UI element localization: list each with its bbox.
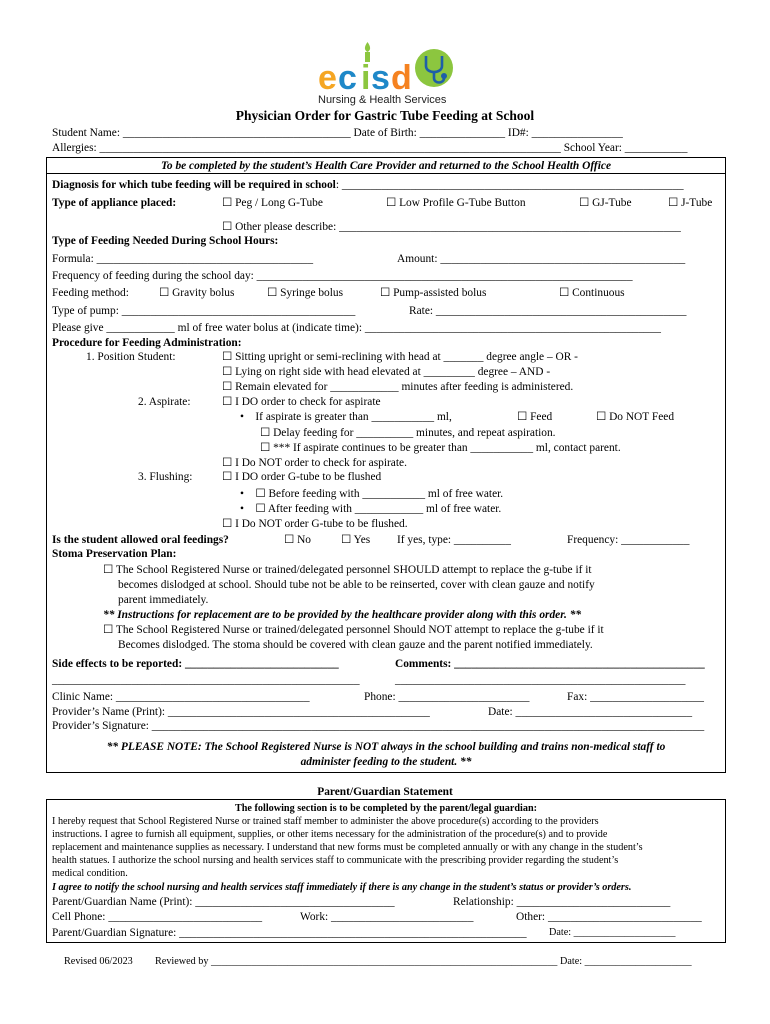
- checkbox-icon[interactable]: ☐: [222, 457, 236, 469]
- provider-name-field[interactable]: Provider’s Name (Print): ______________________________________________: [52, 706, 430, 718]
- note-line-1: ** PLEASE NOTE: The School Registered Nurse is NOT always in the school building and trains non-medical staff to: [106, 741, 666, 753]
- guardian-signature-field[interactable]: Parent/Guardian Signature: _____________________________________________________________: [52, 927, 527, 939]
- appliance-peg-option[interactable]: ☐ Peg / Long G-Tube: [222, 197, 323, 209]
- checkbox-icon[interactable]: ☐: [284, 534, 298, 546]
- aspirate-order-option[interactable]: ☐ I DO order to check for aspirate: [222, 396, 381, 408]
- diagnosis-label: Diagnosis for which tube feeding will be required in school: [52, 179, 336, 191]
- diagnosis-line[interactable]: : ____________________________________________________________: [335, 179, 684, 191]
- appliance-other-option[interactable]: ☐ Other please describe: ____________________________________________________________: [222, 221, 681, 233]
- side-effects-blank-line[interactable]: ______________________________________________________: [52, 674, 360, 686]
- step1-lying-option[interactable]: ☐ Lying on right side with head elevated at _________ degree – AND -: [222, 366, 551, 378]
- checkbox-icon[interactable]: ☐: [386, 197, 400, 209]
- checkbox-icon[interactable]: ☐: [596, 411, 610, 423]
- oral-feeding-question: Is the student allowed oral feedings?: [52, 534, 229, 546]
- pump-type-field[interactable]: Type of pump: _________________________________________: [52, 305, 356, 317]
- flush-before-option[interactable]: • ☐ Before feeding with ___________ ml of free water.: [240, 488, 504, 500]
- step2-label: 2. Aspirate:: [138, 396, 191, 408]
- checkbox-icon[interactable]: ☐: [222, 221, 236, 233]
- svg-text:i: i: [361, 59, 371, 94]
- page-title: Physician Order for Gastric Tube Feeding at School: [235, 108, 535, 123]
- cell-phone-field[interactable]: Cell Phone: ___________________________: [52, 911, 263, 923]
- step1-label: 1. Position Student:: [86, 351, 176, 363]
- rate-field[interactable]: Rate: ____________________________________________: [409, 305, 687, 317]
- appliance-label: Type of appliance placed:: [52, 197, 177, 209]
- oral-no-option[interactable]: ☐ No: [284, 534, 311, 546]
- feeding-type-heading: Type of Feeding Needed During School Hours:: [52, 235, 279, 247]
- flush-order-option[interactable]: ☐ I DO order G-tube to be flushed: [222, 471, 382, 483]
- aspirate-continues-option[interactable]: ☐ *** If aspirate continues to be greater than ___________ ml, contact parent.: [260, 442, 621, 454]
- checkbox-icon[interactable]: ☐: [260, 427, 274, 439]
- checkbox-icon[interactable]: ☐: [267, 287, 281, 299]
- other-phone-field[interactable]: Other: ___________________________: [516, 911, 702, 923]
- checkbox-icon[interactable]: ☐: [222, 351, 236, 363]
- checkbox-icon[interactable]: ☐: [579, 197, 593, 209]
- parent-subheading: The following section is to be completed by the parent/legal guardian:: [234, 803, 538, 814]
- oral-type-field[interactable]: If yes, type: __________: [397, 534, 511, 546]
- oral-yes-option[interactable]: ☐ Yes: [341, 534, 371, 546]
- delay-feeding-option[interactable]: ☐ Delay feeding for __________ minutes, and repeat aspiration.: [260, 427, 556, 439]
- comments-field[interactable]: Comments: ____________________________________________: [395, 658, 705, 670]
- relationship-field[interactable]: Relationship: ___________________________: [453, 896, 671, 908]
- parent-agree: I agree to notify the school nursing and health services staff immediately if there is any change in the student’s status or provider’s orders.: [52, 882, 632, 893]
- footer-date-field[interactable]: Date: _____________________: [560, 956, 692, 967]
- parent-body-5: medical condition.: [52, 868, 128, 879]
- parent-body-1: I hereby request that School Registered Nurse or trained staff member to administer the above procedure(s) according to the providers: [52, 816, 599, 827]
- stoma-heading: Stoma Preservation Plan:: [52, 548, 177, 560]
- provider-banner: To be completed by the student’s Health Care Provider and returned to the School Health Office: [160, 160, 612, 172]
- stoma-should-option[interactable]: ☐ The School Registered Nurse or trained/delegated personnel SHOULD attempt to replace the g-tube if it: [103, 564, 592, 576]
- checkbox-icon[interactable]: ☐: [159, 287, 173, 299]
- diagnosis-row[interactable]: [52, 178, 684, 192]
- work-phone-field[interactable]: Work: _________________________: [300, 911, 474, 923]
- checkbox-icon[interactable]: ☐: [559, 287, 573, 299]
- feeding-method-label: Feeding method:: [52, 287, 129, 299]
- checkbox-icon[interactable]: ☐: [517, 411, 531, 423]
- clinic-name-field[interactable]: Clinic Name: __________________________________: [52, 691, 310, 703]
- revised-date: Revised 06/2023: [64, 956, 133, 967]
- checkbox-icon[interactable]: ☐: [255, 488, 269, 500]
- allergies-field[interactable]: Allergies: _________________________________________________________________________________ School Year: ___________: [52, 142, 688, 154]
- frequency-field[interactable]: Frequency of feeding during the school day: __________________________________________________________________: [52, 270, 633, 282]
- bullet-icon: •: [240, 411, 256, 423]
- checkbox-icon[interactable]: ☐: [222, 381, 236, 393]
- svg-text:e: e: [318, 59, 337, 94]
- aspirate-not-option[interactable]: ☐ I Do NOT order to check for aspirate.: [222, 457, 407, 469]
- checkbox-icon[interactable]: ☐: [222, 471, 236, 483]
- checkbox-icon[interactable]: ☐: [103, 564, 116, 576]
- checkbox-icon[interactable]: ☐: [103, 624, 116, 636]
- provider-date-field[interactable]: Date: _______________________________: [488, 706, 693, 718]
- method-pump-option[interactable]: ☐ Pump-assisted bolus: [380, 287, 487, 299]
- stoma-not-option[interactable]: ☐ The School Registered Nurse or trained/delegated personnel Should NOT attempt to replace the g-tube if it: [103, 624, 604, 636]
- method-syringe-option[interactable]: ☐ Syringe bolus: [267, 287, 344, 299]
- method-gravity-option[interactable]: ☐ Gravity bolus: [159, 287, 235, 299]
- comments-blank-line[interactable]: ___________________________________________________: [395, 674, 686, 686]
- step1-sitting-option[interactable]: ☐ Sitting upright or semi-reclining with head at _______ degree angle – OR -: [222, 351, 578, 363]
- oral-frequency-field[interactable]: Frequency: ____________: [567, 534, 690, 546]
- guardian-date-field[interactable]: Date: ____________________: [549, 927, 676, 938]
- aspirate-if-line: • If aspirate is greater than ___________ ml,: [240, 411, 452, 423]
- step3-label: 3. Flushing:: [138, 471, 193, 483]
- checkbox-icon[interactable]: ☐: [222, 366, 236, 378]
- logo: [316, 42, 456, 108]
- do-not-feed-option[interactable]: ☐ Do NOT Feed: [596, 411, 675, 423]
- bullet-icon: •: [240, 488, 256, 500]
- flush-after-option[interactable]: • ☐ After feeding with ____________ ml of free water.: [240, 503, 502, 515]
- method-continuous-option[interactable]: ☐ Continuous: [559, 287, 625, 299]
- provider-signature-field[interactable]: Provider’s Signature: _________________________________________________________________________________________________: [52, 720, 705, 732]
- checkbox-icon[interactable]: ☐: [341, 534, 354, 546]
- parent-body-4: health statues. I authorize the school nursing and health services staff to communicate with the prescribing provider regarding the student’s: [52, 855, 619, 866]
- checkbox-icon[interactable]: ☐: [222, 396, 236, 408]
- checkbox-icon[interactable]: ☐: [222, 518, 236, 530]
- stoma-should-line3: parent immediately.: [118, 594, 209, 606]
- instructions-note: ** Instructions for replacement are to be provided by the healthcare provider along with this order. **: [103, 609, 582, 621]
- stoma-not-line2: Becomes dislodged. The stoma should be covered with clean gauze and the parent notified immediately.: [118, 639, 593, 651]
- checkbox-icon[interactable]: ☐: [255, 503, 268, 515]
- parent-body-3: replacement and maintenance supplies as necessary. I understand that new forms must be completed annually or with any change in the student’s: [52, 842, 643, 853]
- guardian-name-field[interactable]: Parent/Guardian Name (Print): ___________________________________: [52, 896, 395, 908]
- procedure-heading: Procedure for Feeding Administration:: [52, 337, 242, 349]
- banner-divider: [46, 173, 726, 174]
- appliance-gj-option[interactable]: ☐ GJ-Tube: [579, 197, 632, 209]
- appliance-j-option[interactable]: ☐ J-Tube: [668, 197, 713, 209]
- checkbox-icon[interactable]: ☐: [668, 197, 682, 209]
- water-bolus-field[interactable]: Please give ____________ ml of free water bolus at (indicate time): ____________________________________________________: [52, 322, 661, 334]
- svg-text:c: c: [338, 59, 357, 94]
- phone-field[interactable]: Phone: _______________________: [364, 691, 530, 703]
- flush-not-option[interactable]: ☐ I Do NOT order G-tube to be flushed.: [222, 518, 408, 530]
- bullet-icon: •: [240, 503, 256, 515]
- side-effects-field[interactable]: Side effects to be reported: ___________________________: [52, 658, 339, 670]
- logo-subtitle: Nursing & Health Services: [318, 94, 447, 106]
- appliance-button-option[interactable]: ☐ Low Profile G-Tube Button: [386, 197, 526, 209]
- logo-graphic: [316, 42, 456, 94]
- checkbox-icon[interactable]: ☐: [260, 442, 274, 454]
- fax-field[interactable]: Fax: ____________________: [567, 691, 705, 703]
- parent-body-2: instructions. I agree to furnish all equipment, supplies, or other items necessary for the administration of the procedure(s) and to provide: [52, 829, 608, 840]
- note-line-2: administer feeding to the student. **: [300, 756, 472, 768]
- stoma-should-line2: becomes dislodged at school. Should tube not be able to be reinserted, cover with clean gauze and notify: [118, 579, 595, 591]
- svg-text:s: s: [371, 59, 390, 94]
- formula-field[interactable]: Formula: ______________________________________: [52, 253, 314, 265]
- checkbox-icon[interactable]: ☐: [222, 197, 236, 209]
- svg-text:d: d: [391, 59, 412, 94]
- amount-field[interactable]: Amount: ___________________________________________: [397, 253, 686, 265]
- checkbox-icon[interactable]: ☐: [380, 287, 394, 299]
- parent-heading: Parent/Guardian Statement: [317, 786, 453, 798]
- feed-option[interactable]: ☐ Feed: [517, 411, 553, 423]
- reviewed-by-field[interactable]: Reviewed by ____________________________________________________________________: [155, 956, 558, 967]
- student-name-field[interactable]: Student Name: ________________________________________ Date of Birth: _______________ ID#: ________________: [52, 127, 623, 139]
- step1-elevated-option[interactable]: ☐ Remain elevated for ____________ minutes after feeding is administered.: [222, 381, 574, 393]
